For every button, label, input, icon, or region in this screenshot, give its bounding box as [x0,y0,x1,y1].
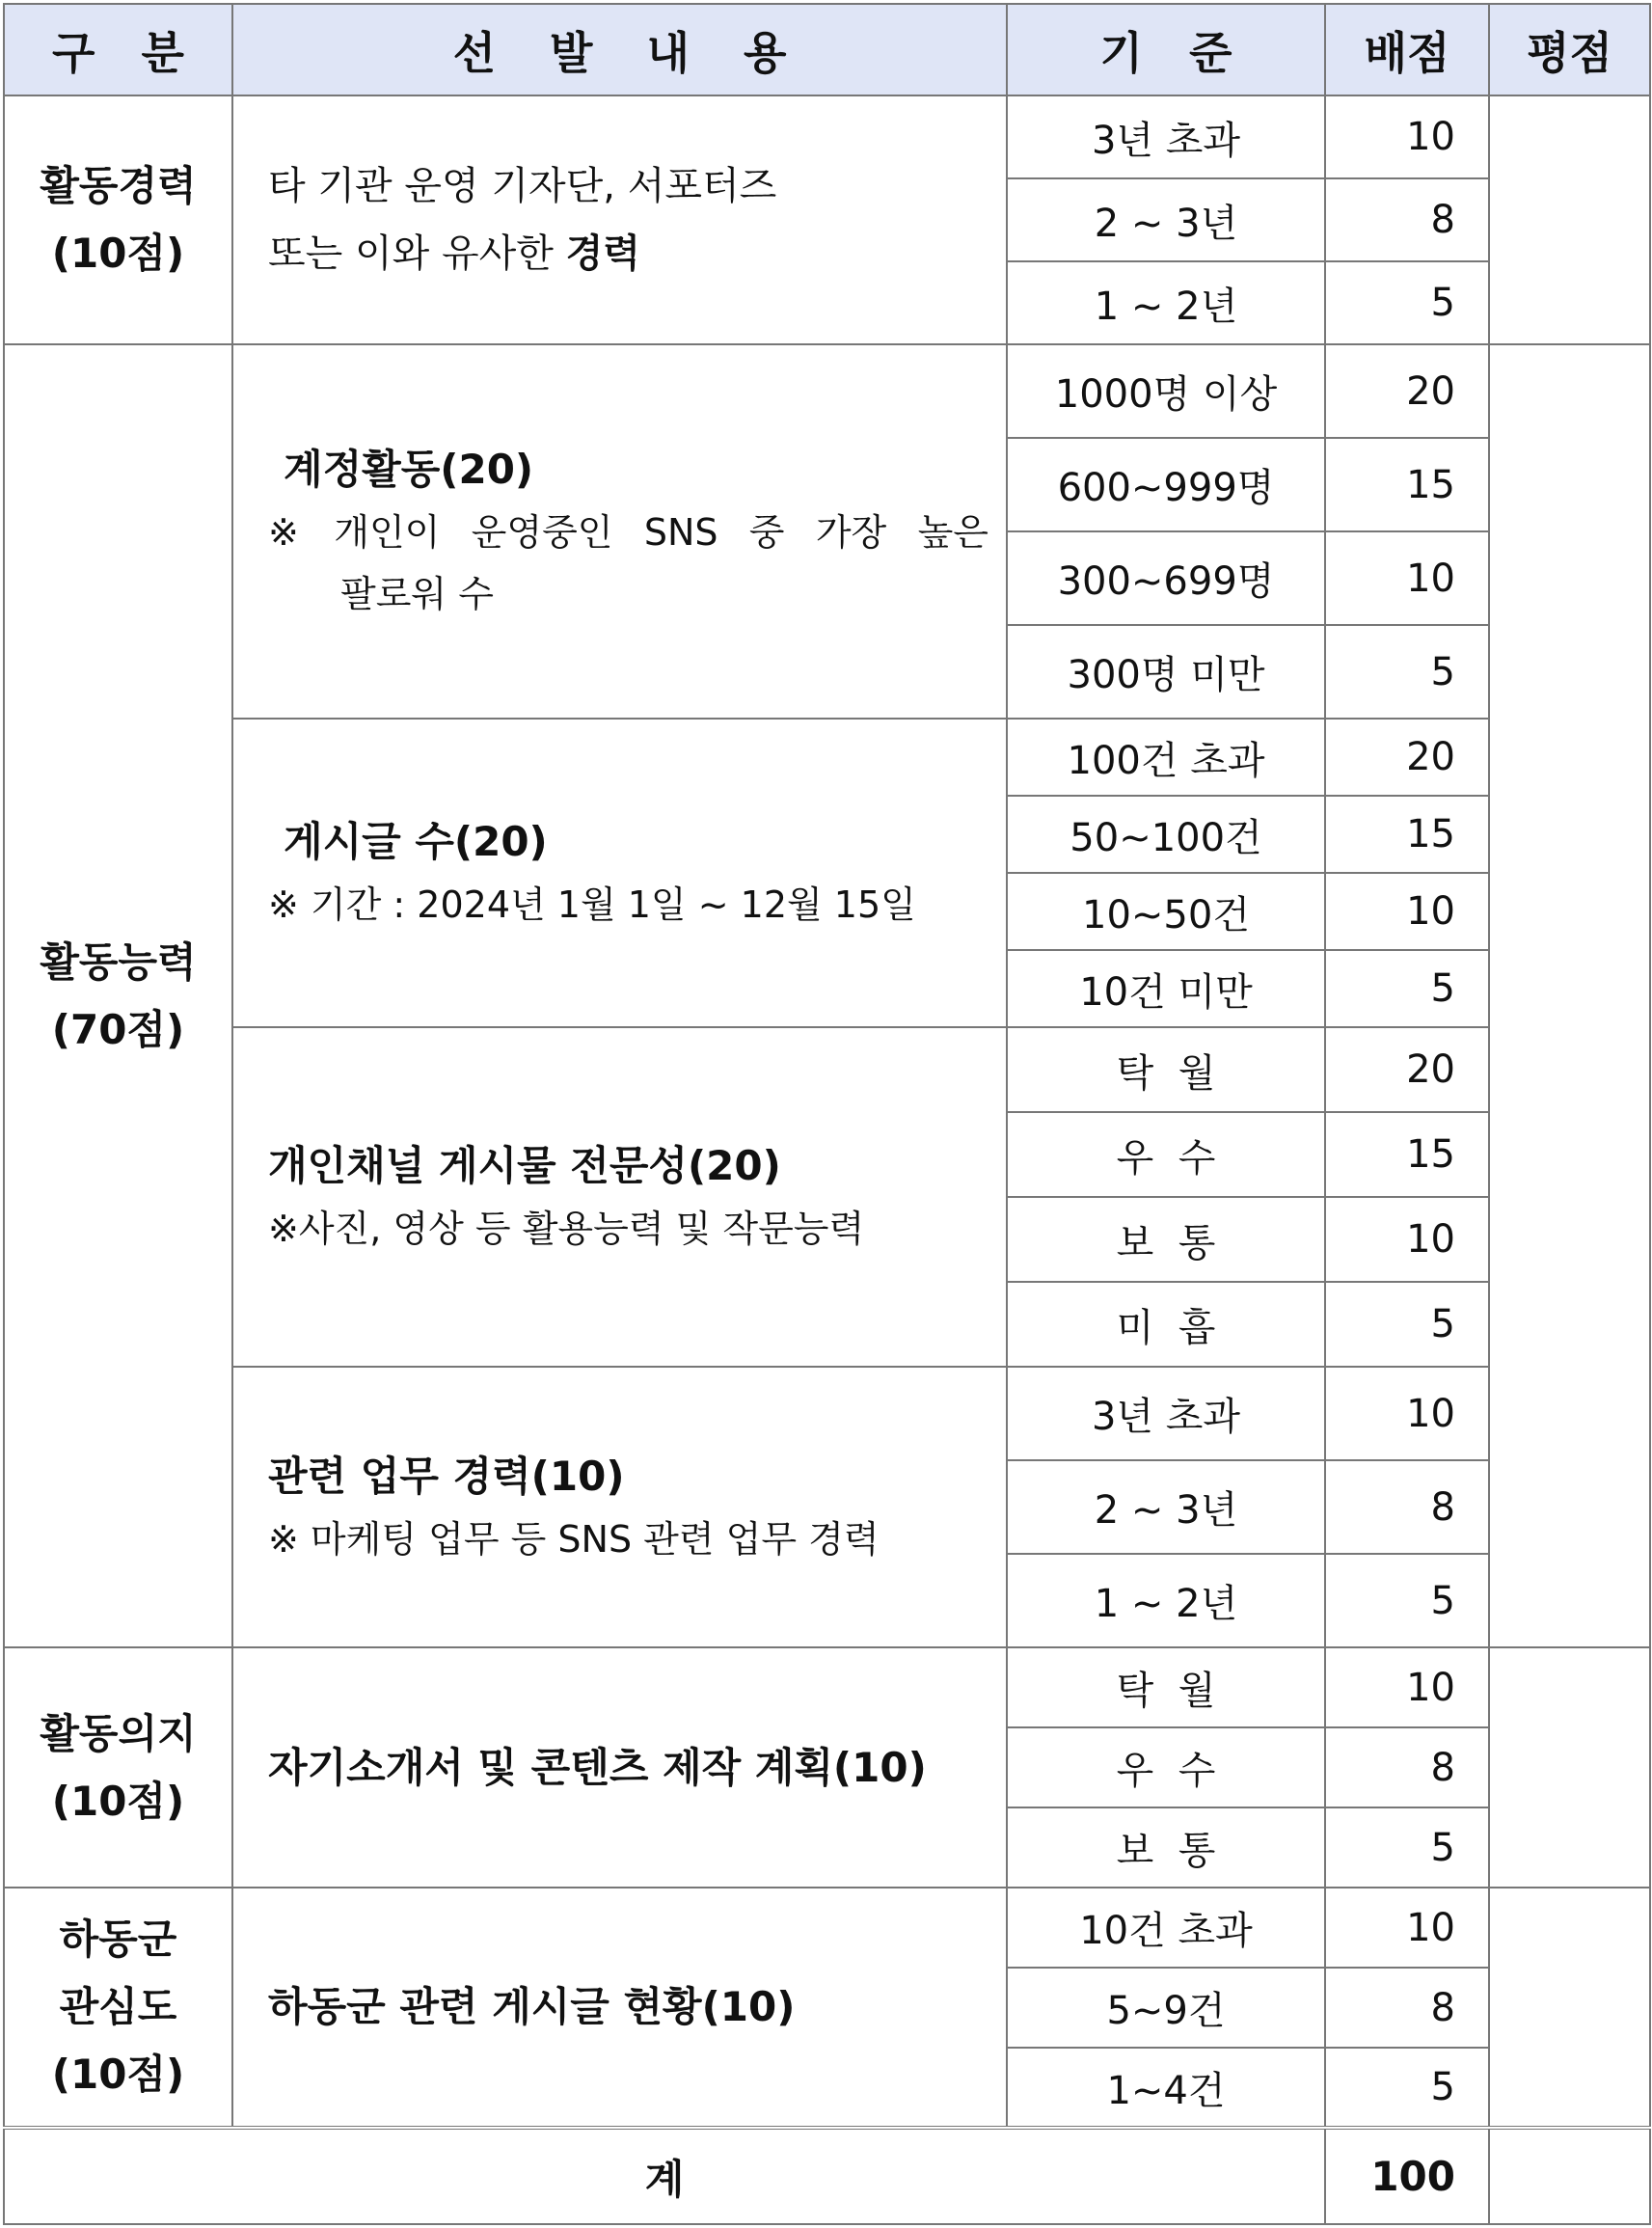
points-cell: 20 [1325,1027,1489,1112]
content-self-intro-plan [232,1647,1007,1888]
content-text: 타 기관 운영 기자단, 서포터즈 [268,164,777,208]
table-row [4,719,1650,796]
total-points: 100 [1325,2128,1489,2224]
criteria-cell: 10건 미만 [1007,950,1325,1027]
points-cell: 15 [1325,1112,1489,1197]
criteria-cell: 우 수 [1007,1727,1325,1807]
points-cell: 8 [1325,178,1489,261]
points-cell: 5 [1325,261,1489,344]
category-points: (70점) [51,1005,185,1053]
table-row [4,1027,1650,1112]
criteria-cell: 1000명 이상 [1007,344,1325,438]
criteria-cell: 5~9건 [1007,1968,1325,2048]
criteria-cell: 3년 초과 [1007,1367,1325,1460]
content-hadong-posts [232,1888,1007,2128]
table-row [4,95,1650,178]
criteria-cell: 1 ~ 2년 [1007,1554,1325,1647]
content-related-career [232,1367,1007,1647]
content-note: 팔로워 수 [340,573,494,615]
evaluation-cell[interactable] [1489,344,1650,1647]
points-cell: 5 [1325,1807,1489,1888]
points-cell: 8 [1325,1968,1489,2048]
evaluation-cell[interactable] [1489,1647,1650,1888]
criteria-cell: 2 ~ 3년 [1007,1460,1325,1554]
total-evaluation-cell[interactable] [1489,2128,1650,2224]
criteria-cell: 50~100건 [1007,796,1325,873]
table-row [4,1367,1650,1460]
criteria-cell: 10건 초과 [1007,1888,1325,1968]
points-cell: 15 [1325,796,1489,873]
criteria-cell: 2 ~ 3년 [1007,178,1325,261]
content-title: 관련 업무 경력(10) [268,1452,625,1500]
criteria-cell: 10~50건 [1007,873,1325,950]
points-cell: 5 [1325,1554,1489,1647]
category-label: 관심도 [59,1983,177,2030]
header-criteria: 기 준 [1007,4,1325,95]
criteria-cell: 1~4건 [1007,2048,1325,2128]
category-activity-will [4,1647,232,1888]
total-row [4,2128,1650,2224]
content-account-activity [232,344,1007,719]
category-label: 하동군 [59,1916,177,1963]
content-activity-career [232,95,1007,344]
category-activity-career [4,95,232,344]
evaluation-cell[interactable] [1489,95,1650,344]
content-title: 하동군 관련 게시글 현황(10) [268,1983,796,2030]
points-cell: 5 [1325,950,1489,1027]
criteria-cell: 300~699명 [1007,531,1325,625]
criteria-cell: 탁 월 [1007,1027,1325,1112]
content-note: ※사진, 영상 등 활용능력 및 작문능력 [268,1208,865,1250]
points-cell: 10 [1325,531,1489,625]
category-label: 활동능력 [40,937,197,986]
header-evaluation: 평점 [1489,4,1650,95]
criteria-cell: 300명 미만 [1007,625,1325,719]
criteria-cell: 3년 초과 [1007,95,1325,178]
points-cell: 10 [1325,1367,1489,1460]
criteria-cell: 미 흡 [1007,1282,1325,1367]
category-points: (10점) [51,1777,185,1825]
content-title: 계정활동(20) [284,446,534,493]
points-cell: 5 [1325,625,1489,719]
content-text: 또는 이와 유사한 경력 [268,231,640,276]
criteria-cell: 우 수 [1007,1112,1325,1197]
points-cell: 5 [1325,2048,1489,2128]
content-note: ※ 기간 : 2024년 1월 1일 ~ 12월 15일 [268,883,916,926]
content-title: 개인채널 게시물 전문성(20) [268,1142,781,1189]
header-content: 선 발 내 용 [232,4,1007,95]
table-row [4,344,1650,438]
points-cell: 8 [1325,1727,1489,1807]
points-cell: 20 [1325,719,1489,796]
criteria-cell: 보 통 [1007,1197,1325,1282]
points-cell: 15 [1325,438,1489,531]
table-row [4,1647,1650,1727]
selection-criteria-table [3,3,1651,2225]
criteria-cell: 100건 초과 [1007,719,1325,796]
category-points: (10점) [51,230,185,277]
content-emphasis: 경력 [565,231,640,276]
criteria-cell: 1 ~ 2년 [1007,261,1325,344]
points-cell: 10 [1325,1888,1489,1968]
table-header-row [4,4,1650,95]
content-channel-expertise [232,1027,1007,1367]
evaluation-cell[interactable] [1489,1888,1650,2128]
points-cell: 5 [1325,1282,1489,1367]
points-cell: 10 [1325,95,1489,178]
content-title: 게시글 수(20) [284,818,548,865]
points-cell: 20 [1325,344,1489,438]
category-label: 활동경력 [40,162,197,209]
category-label: 활동의지 [40,1709,197,1757]
category-activity-ability [4,344,232,1647]
table-row [4,1888,1650,1968]
content-title: 자기소개서 및 콘텐츠 제작 계획(10) [268,1743,927,1791]
content-note: ※ 마케팅 업무 등 SNS 관련 업무 경력 [268,1517,880,1561]
header-points: 배점 [1325,4,1489,95]
content-note: ※ 개인이 운영중인 SNS 중 가장 높은 [268,511,988,554]
total-label: 계 [4,2128,1325,2224]
header-category: 구 분 [4,4,232,95]
category-hadong-interest [4,1888,232,2128]
criteria-cell: 보 통 [1007,1807,1325,1888]
points-cell: 10 [1325,1647,1489,1727]
criteria-cell: 600~999명 [1007,438,1325,531]
category-points: (10점) [51,2051,185,2098]
points-cell: 10 [1325,1197,1489,1282]
content-post-count [232,719,1007,1027]
points-cell: 10 [1325,873,1489,950]
criteria-cell: 탁 월 [1007,1647,1325,1727]
points-cell: 8 [1325,1460,1489,1554]
